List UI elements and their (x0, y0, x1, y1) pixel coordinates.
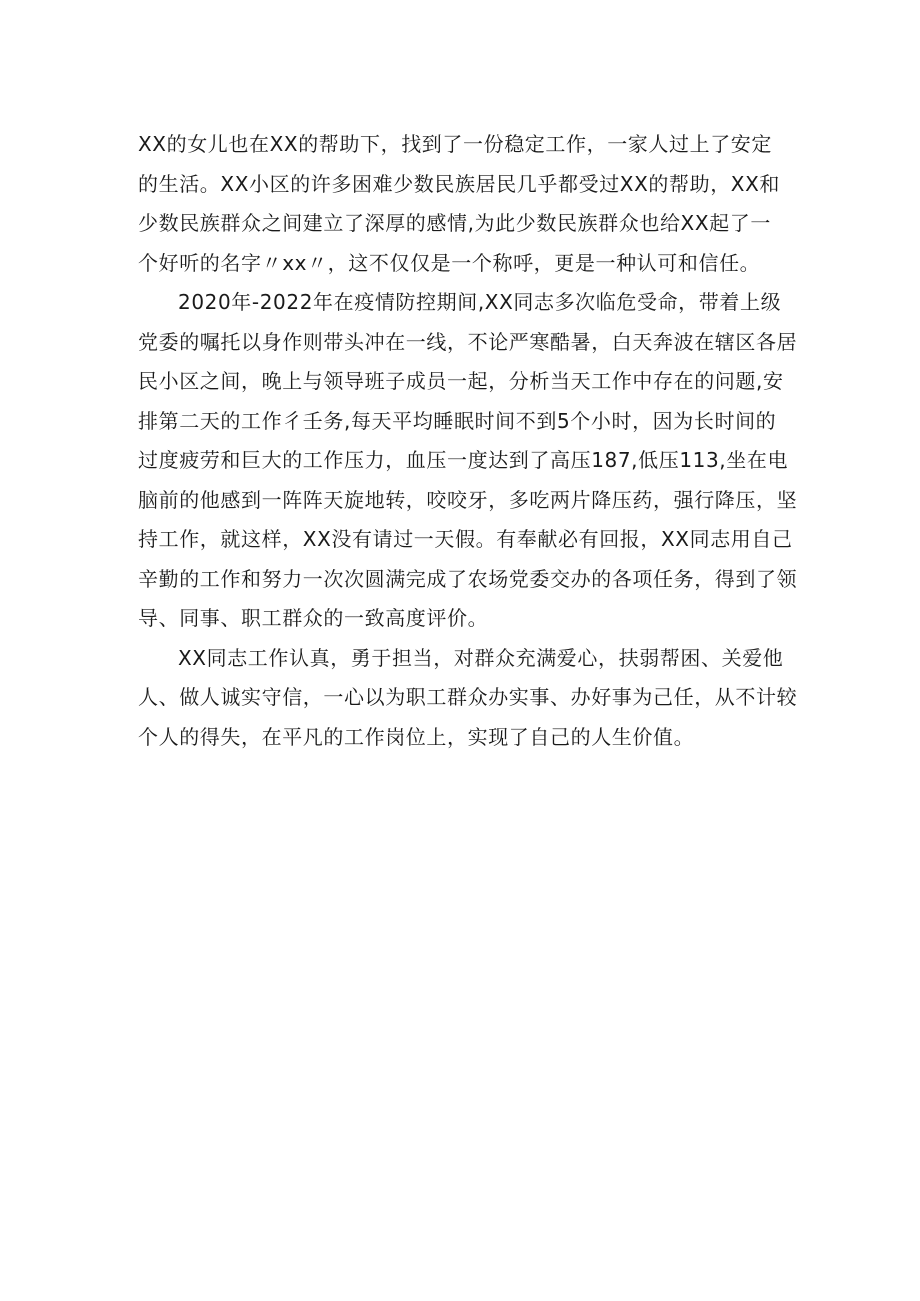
text-line: 党委的嘱托以身作则带头冲在一线，不论严寒酷暑，白天奔波在辖区各居 (138, 329, 798, 354)
text-line: 人、做人诚实守信，一心以为职工群众办实事、办好事为己任，从不计较 (138, 685, 798, 709)
text-line: 导、同事、职工群众的一致高度评价。 (138, 606, 489, 630)
text-line: 辛勤的工作和努力一次次圆满完成了农场党委交办的各项任务，得到了领 (138, 566, 798, 591)
text-line: 个好听的名字〃xx〃，这不仅仅是一个称呼，更是一种认可和信任。 (138, 250, 761, 275)
paragraph-1 (138, 125, 781, 283)
text-line: 的生活。XX小区的许多困难少数民族居民几乎都受过XX的帮助，XX和 (138, 171, 781, 196)
paragraph-2 (138, 283, 798, 639)
text-line: 少数民族群众之间建立了深厚的感情,为此少数民族群众也给XX起了一 (138, 211, 771, 235)
text-line: 脑前的他感到一阵阵天旋地转，咬咬牙，多吃两片降压药，强行降压，坚 (138, 487, 798, 512)
text-line: 排第二天的工作彳壬务,每天平均睡眠时间不到5个小时，因为长时间的 (138, 408, 777, 433)
text-line: 过度疲劳和巨大的工作压力，血压一度达到了高压187,低压113,坐在电 (138, 448, 789, 472)
text-line: 2020年-2022年在疫情防控期间,XX同志多次临危受命，带着上级 (178, 290, 782, 314)
text-line: XX的女儿也在XX的帮助下，找到了一份稳定工作，一家人过上了安定 (138, 132, 773, 156)
text-line: 民小区之间，晚上与领导班子成员一起，分析当天工作中存在的问题,安 (138, 369, 784, 393)
text-line: 持工作，就这样，XX没有请过一天假。有奉献必有回报，XX同志用自己 (138, 527, 793, 551)
text-line: XX同志工作认真，勇于担当，对群众充满爱心，扶弱帮困、关爱他 (178, 645, 784, 670)
paragraph-3 (138, 639, 798, 758)
text-line: 个人的得失，在平凡的工作岗位上，实现了自己的人生价值。 (138, 724, 695, 749)
document-body (138, 125, 798, 757)
